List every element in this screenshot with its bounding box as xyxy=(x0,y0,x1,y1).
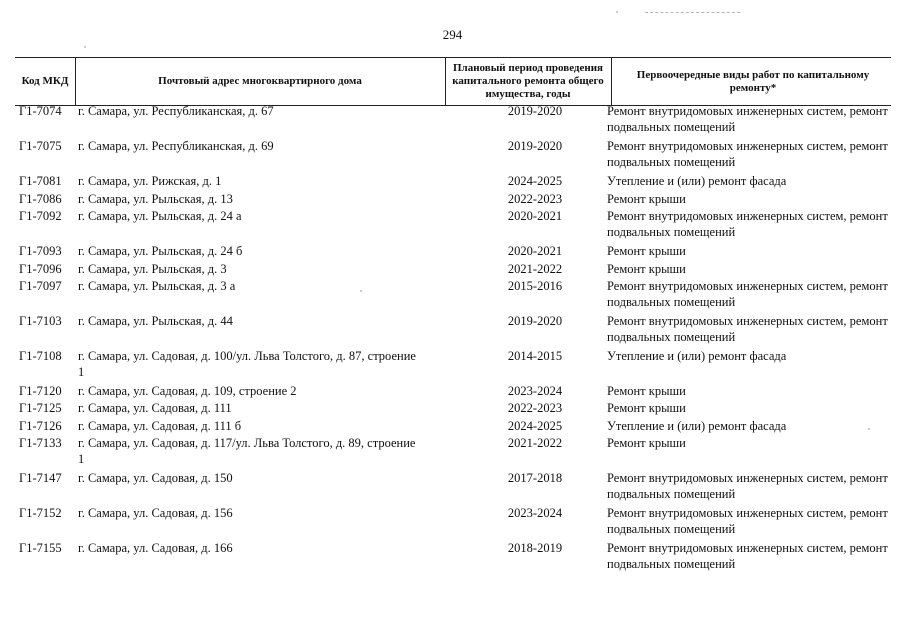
work-cell: Утепление и (или) ремонт фасада xyxy=(607,419,787,433)
header-work: Первоочередные виды работ по капитальному ремонту* xyxy=(636,68,870,94)
period-cell: 2022-2023 xyxy=(507,192,563,206)
header-divider xyxy=(445,58,446,105)
period-cell: 2024-2025 xyxy=(507,174,563,188)
period-cell: 2018-2019 xyxy=(507,541,563,555)
table-row xyxy=(15,174,891,192)
work-cell: Ремонт крыши xyxy=(607,192,686,206)
code-cell: Г1-7074 xyxy=(19,104,62,118)
code-cell: Г1-7133 xyxy=(19,436,62,450)
scan-artifact-line xyxy=(645,12,740,13)
code-cell: Г1-7092 xyxy=(19,209,62,223)
address-cell: г. Самара, ул. Садовая, д. 156 xyxy=(78,506,233,520)
table-row xyxy=(15,209,891,244)
address-cell: г. Самара, ул. Рыльская, д. 3 а xyxy=(78,279,236,293)
scan-artifact-dot xyxy=(84,46,86,48)
period-cell: 2019-2020 xyxy=(507,139,563,153)
header-code: Код МКД xyxy=(21,75,69,87)
code-cell: Г1-7103 xyxy=(19,314,62,328)
period-cell: 2019-2020 xyxy=(507,104,563,118)
address-cell: г. Самара, ул. Садовая, д. 100/ул. Льва Толстого, д. 87, строение 1 xyxy=(78,349,416,379)
address-cell: г. Самара, ул. Садовая, д. 111 б xyxy=(78,419,242,433)
table-row xyxy=(15,384,891,401)
period-cell: 2021-2022 xyxy=(507,262,563,276)
work-cell: Ремонт внутридомовых инженерных систем, ремонт подвальных помещений xyxy=(607,104,888,134)
period-cell: 2019-2020 xyxy=(507,314,563,328)
address-cell: г. Самара, ул. Садовая, д. 150 xyxy=(78,471,233,485)
table-row xyxy=(15,401,891,419)
code-cell: Г1-7152 xyxy=(19,506,62,520)
table-row xyxy=(15,244,891,262)
code-cell: Г1-7093 xyxy=(19,244,62,258)
table-row xyxy=(15,436,891,471)
code-cell: Г1-7097 xyxy=(19,279,62,293)
work-cell: Ремонт внутридомовых инженерных систем, ремонт подвальных помещений xyxy=(607,541,888,571)
address-cell: г. Самара, ул. Рыльская, д. 44 xyxy=(78,314,233,328)
header-address: Почтовый адрес многоквартирного дома xyxy=(158,75,362,87)
work-cell: Ремонт крыши xyxy=(607,401,686,415)
table-row xyxy=(15,471,891,506)
work-cell: Ремонт внутридомовых инженерных систем, ремонт подвальных помещений xyxy=(607,139,888,169)
code-cell: Г1-7108 xyxy=(19,349,62,363)
address-cell: г. Самара, ул. Рижская, д. 1 xyxy=(78,174,222,188)
code-cell: Г1-7075 xyxy=(19,139,62,153)
table-row xyxy=(15,192,891,209)
code-cell: Г1-7120 xyxy=(19,384,62,398)
address-cell: г. Самара, ул. Республиканская, д. 69 xyxy=(78,139,274,153)
code-cell: Г1-7125 xyxy=(19,401,62,415)
table-row xyxy=(15,349,891,384)
period-cell: 2021-2022 xyxy=(507,436,563,450)
work-cell: Ремонт внутридомовых инженерных систем, ремонт подвальных помещений xyxy=(607,471,888,501)
code-cell: Г1-7126 xyxy=(19,419,62,433)
work-cell: Ремонт крыши xyxy=(607,436,686,450)
table-header xyxy=(15,57,891,106)
table-row xyxy=(15,262,891,279)
code-cell: Г1-7081 xyxy=(19,174,62,188)
page-number: 294 xyxy=(442,27,463,42)
address-cell: г. Самара, ул. Рыльская, д. 24 б xyxy=(78,244,243,258)
table-row xyxy=(15,541,891,576)
work-cell: Ремонт внутридомовых инженерных систем, ремонт подвальных помещений xyxy=(607,209,888,239)
table-row xyxy=(15,506,891,541)
code-cell: Г1-7096 xyxy=(19,262,62,276)
work-cell: Ремонт крыши xyxy=(607,244,686,258)
period-cell: 2015-2016 xyxy=(507,279,563,293)
period-cell: 2023-2024 xyxy=(507,506,563,520)
address-cell: г. Самара, ул. Садовая, д. 117/ул. Льва Толстого, д. 89, строение 1 xyxy=(78,436,416,466)
code-cell: Г1-7155 xyxy=(19,541,62,555)
work-cell: Ремонт крыши xyxy=(607,384,686,398)
address-cell: г. Самара, ул. Садовая, д. 166 xyxy=(78,541,233,555)
period-cell: 2020-2021 xyxy=(507,244,563,258)
table-row xyxy=(15,139,891,174)
table-row xyxy=(15,279,891,314)
work-cell: Ремонт внутридомовых инженерных систем, ремонт подвальных помещений xyxy=(607,506,888,536)
period-cell: 2014-2015 xyxy=(507,349,563,363)
table-row xyxy=(15,104,891,139)
code-cell: Г1-7086 xyxy=(19,192,62,206)
address-cell: г. Самара, ул. Рыльская, д. 24 а xyxy=(78,209,242,223)
address-cell: г. Самара, ул. Республиканская, д. 67 xyxy=(78,104,274,118)
address-cell: г. Самара, ул. Садовая, д. 109, строение 2 xyxy=(78,384,297,398)
address-cell: г. Самара, ул. Рыльская, д. 3 xyxy=(78,262,227,276)
period-cell: 2023-2024 xyxy=(507,384,563,398)
period-cell: 2020-2021 xyxy=(507,209,563,223)
address-cell: г. Самара, ул. Рыльская, д. 13 xyxy=(78,192,233,206)
header-divider xyxy=(611,58,612,105)
period-cell: 2022-2023 xyxy=(507,401,563,415)
period-cell: 2024-2025 xyxy=(507,419,563,433)
work-cell: Ремонт внутридомовых инженерных систем, ремонт подвальных помещений xyxy=(607,314,888,344)
work-cell: Ремонт внутридомовых инженерных систем, ремонт подвальных помещений xyxy=(607,279,888,309)
table-body xyxy=(15,104,891,576)
work-cell: Ремонт крыши xyxy=(607,262,686,276)
table-row xyxy=(15,314,891,349)
period-cell: 2017-2018 xyxy=(507,471,563,485)
code-cell: Г1-7147 xyxy=(19,471,62,485)
header-period: Плановый период проведения капитального ремонта общего имущества, годы xyxy=(452,62,604,100)
work-cell: Утепление и (или) ремонт фасада xyxy=(607,174,787,188)
scan-artifact-dot xyxy=(616,11,618,13)
address-cell: г. Самара, ул. Садовая, д. 111 xyxy=(78,401,232,415)
table-row xyxy=(15,419,891,436)
work-cell: Утепление и (или) ремонт фасада xyxy=(607,349,787,363)
